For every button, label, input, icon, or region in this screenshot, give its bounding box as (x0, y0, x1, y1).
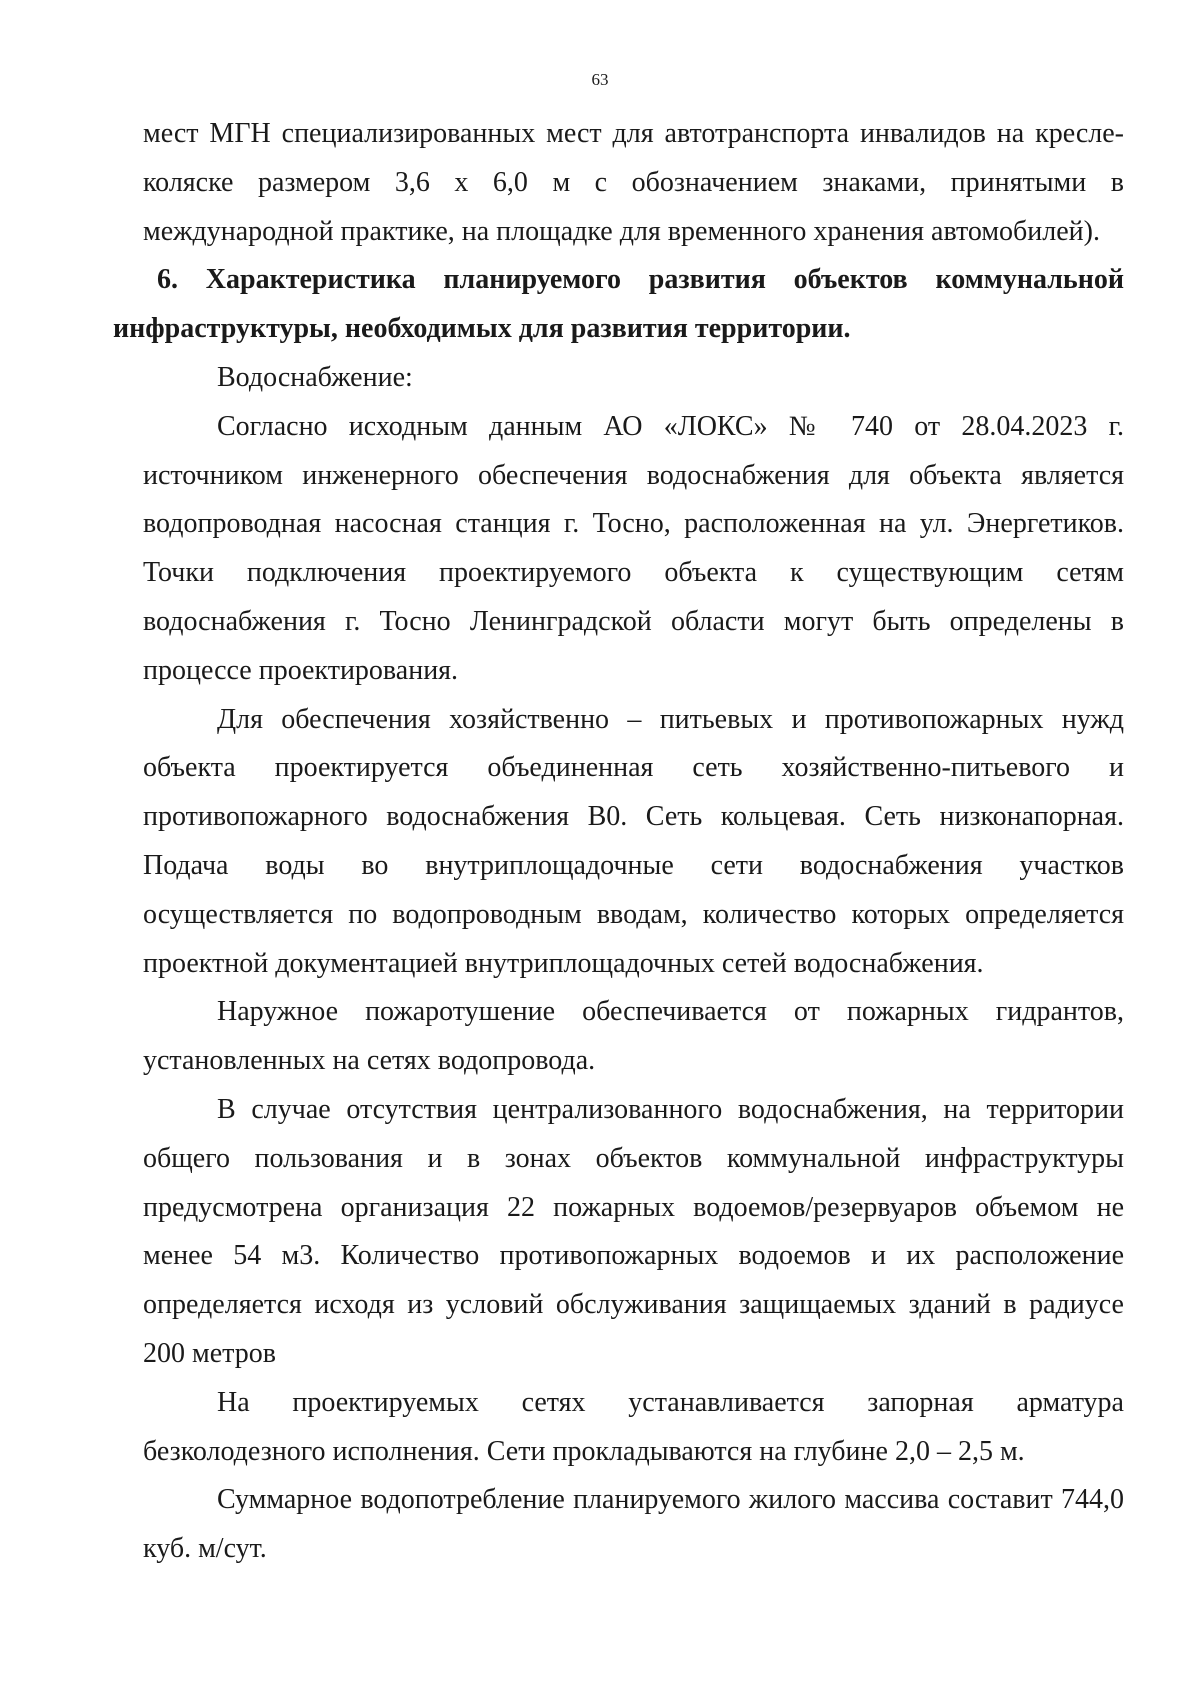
paragraph-fire-extinguishing: Наружное пожаротушение обеспечивается от пожарных гидрантов, установленных на сетях водопровода. (143, 996, 1124, 1077)
paragraph-total-consumption: Суммарное водопотребление планируемого жилого массива составит 744,0 куб. м/сут. (143, 1484, 1124, 1565)
paragraph-water-supply-title: Водоснабжение: (217, 361, 413, 393)
paragraph-network: Для обеспечения хозяйственно – питьевых и противопожарных нужд объекта проектируется объединенная сеть хозяйственно-питьевого и противопожарного водоснабжения В0. Сеть кольцевая. Сеть низконапорная. Подача воды во внутриплощадочные сети водоснабжения участков осуществляется по водопроводным вводам, количество которых определяется проектной документацией внутриплощадочных сетей водоснабжения. (143, 703, 1124, 979)
document-body (113, 110, 1124, 1574)
paragraph-valves: На проектируемых сетях устанавливается запорная арматура безколодезного исполнения. Сети прокладываются на глубине 2,0 – 2,5 м. (143, 1386, 1124, 1467)
paragraph-continuation: мест МГН специализированных мест для автотранспорта инвалидов на кресле-коляске размером 3,6 х 6,0 м с обозначением знаками, принятыми в международной практике, на площадке для временного хранения автомобилей). (143, 118, 1124, 247)
paragraph-fire-reservoirs: В случае отсутствия централизованного водоснабжения, на территории общего пользования и в зонах объектов коммунальной инфраструктуры предусмотрена организация 22 пожарных водоемов/резервуаров объемом не менее 54 м3. Количество противопожарных водоемов и их расположение определяется исходя из условий обслуживания защищаемых зданий в радиусе 200 метров (143, 1093, 1124, 1369)
paragraph-source: Согласно исходным данным АО «ЛОКС» № 740 от 28.04.2023 г. источником инженерного обеспечения водоснабжения для объекта является водопроводная насосная станция г. Тосно, расположенная на ул. Энергетиков. Точки подключения проектируемого объекта к существующим сетям водоснабжения г. Тосно Ленинградской области могут быть определены в процессе проектирования. (143, 410, 1124, 686)
page-number: 63 (591, 70, 609, 89)
section-heading: 6. Характеристика планируемого развития объектов коммунальной инфраструктуры, необходимых для развития территории. (113, 264, 1124, 345)
